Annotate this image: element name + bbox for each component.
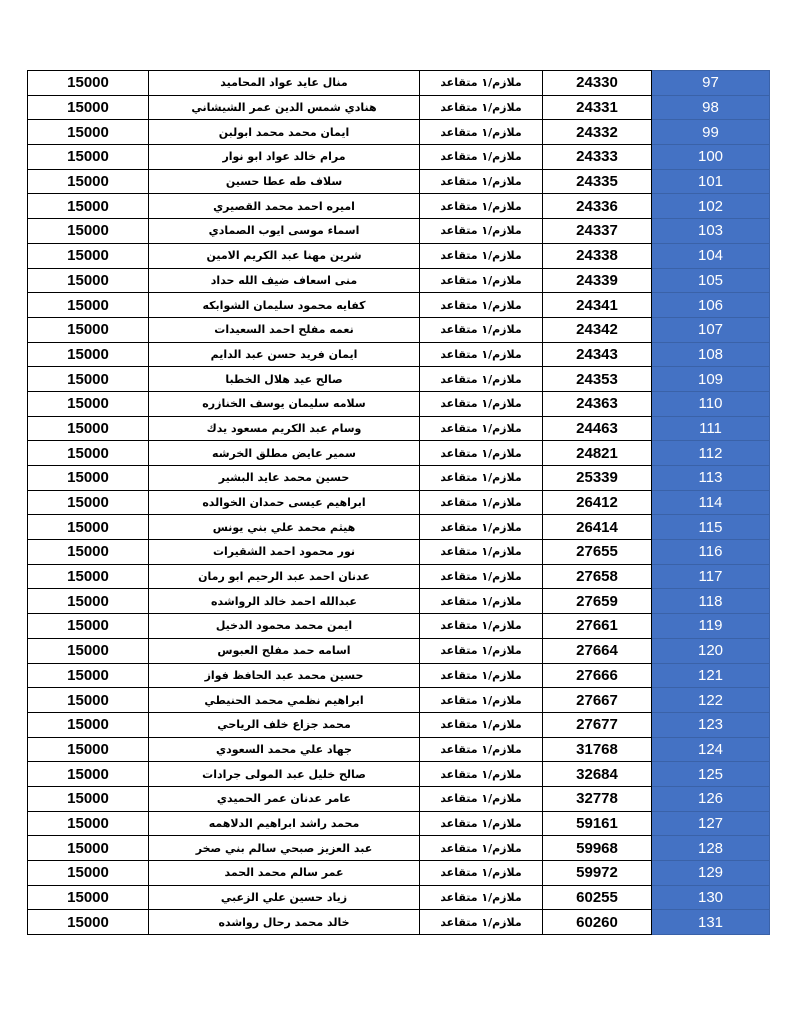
sequence-number-cell: 99: [652, 120, 770, 145]
sequence-number-cell: 122: [652, 688, 770, 713]
sequence-number-cell: 131: [652, 910, 770, 935]
id-number-cell: 60260: [543, 910, 652, 935]
sequence-number-cell: 130: [652, 885, 770, 910]
name-cell: عبد العزيز صبحي سالم بني صخر: [149, 836, 420, 861]
name-cell: نور محمود احمد الشقيرات: [149, 540, 420, 565]
name-cell: زياد حسين علي الزعبي: [149, 885, 420, 910]
amount-cell: 15000: [28, 540, 149, 565]
table-row: [28, 540, 770, 565]
name-cell: صالح عيد هلال الخطبا: [149, 367, 420, 392]
rank-cell: ملازم/١ متقاعد: [420, 342, 543, 367]
id-number-cell: 24331: [543, 95, 652, 120]
table-row: [28, 145, 770, 170]
table-row: [28, 194, 770, 219]
rank-cell: ملازم/١ متقاعد: [420, 145, 543, 170]
sequence-number-cell: 120: [652, 638, 770, 663]
amount-cell: 15000: [28, 243, 149, 268]
sequence-number-cell: 112: [652, 441, 770, 466]
id-number-cell: 26412: [543, 490, 652, 515]
table-row: [28, 663, 770, 688]
amount-cell: 15000: [28, 688, 149, 713]
sequence-number-cell: 105: [652, 268, 770, 293]
id-number-cell: 26414: [543, 515, 652, 540]
sequence-number-cell: 113: [652, 466, 770, 491]
name-cell: كفايه محمود سليمان الشوابكه: [149, 293, 420, 318]
sequence-number-cell: 129: [652, 861, 770, 886]
name-cell: سمير عايض مطلق الخرشه: [149, 441, 420, 466]
table-row: [28, 861, 770, 886]
table-row: [28, 367, 770, 392]
sequence-number-cell: 126: [652, 786, 770, 811]
id-number-cell: 24821: [543, 441, 652, 466]
rank-cell: ملازم/١ متقاعد: [420, 910, 543, 935]
id-number-cell: 25339: [543, 466, 652, 491]
id-number-cell: 24333: [543, 145, 652, 170]
amount-cell: 15000: [28, 169, 149, 194]
table-row: [28, 243, 770, 268]
amount-cell: 15000: [28, 317, 149, 342]
sequence-number-cell: 123: [652, 712, 770, 737]
sequence-number-cell: 110: [652, 391, 770, 416]
name-cell: ايمان محمد محمد ابولبن: [149, 120, 420, 145]
id-number-cell: 59968: [543, 836, 652, 861]
table-row: [28, 614, 770, 639]
name-cell: صالح خليل عبد المولى جرادات: [149, 762, 420, 787]
rank-cell: ملازم/١ متقاعد: [420, 663, 543, 688]
table-row: [28, 169, 770, 194]
rank-cell: ملازم/١ متقاعد: [420, 786, 543, 811]
rank-cell: ملازم/١ متقاعد: [420, 367, 543, 392]
name-cell: جهاد علي محمد السعودي: [149, 737, 420, 762]
table-row: [28, 317, 770, 342]
name-cell: هنادي شمس الدين عمر الشيشاني: [149, 95, 420, 120]
name-cell: نعمه مفلح احمد السعيدات: [149, 317, 420, 342]
table-row: [28, 416, 770, 441]
name-cell: عمر سالم محمد الحمد: [149, 861, 420, 886]
name-cell: مرام خالد عواد ابو نوار: [149, 145, 420, 170]
table-row: [28, 120, 770, 145]
id-number-cell: 59161: [543, 811, 652, 836]
amount-cell: 15000: [28, 71, 149, 96]
id-number-cell: 24336: [543, 194, 652, 219]
id-number-cell: 27666: [543, 663, 652, 688]
amount-cell: 15000: [28, 663, 149, 688]
rank-cell: ملازم/١ متقاعد: [420, 589, 543, 614]
rank-cell: ملازم/١ متقاعد: [420, 515, 543, 540]
rank-cell: ملازم/١ متقاعد: [420, 564, 543, 589]
name-cell: محمد راشد ابراهيم الدلاهمه: [149, 811, 420, 836]
name-cell: منى اسعاف ضيف الله حداد: [149, 268, 420, 293]
id-number-cell: 24363: [543, 391, 652, 416]
rank-cell: ملازم/١ متقاعد: [420, 638, 543, 663]
rank-cell: ملازم/١ متقاعد: [420, 885, 543, 910]
rank-cell: ملازم/١ متقاعد: [420, 416, 543, 441]
name-cell: هيثم محمد علي بني يونس: [149, 515, 420, 540]
sequence-number-cell: 124: [652, 737, 770, 762]
id-number-cell: 24341: [543, 293, 652, 318]
rank-cell: ملازم/١ متقاعد: [420, 120, 543, 145]
rank-cell: ملازم/١ متقاعد: [420, 490, 543, 515]
rank-cell: ملازم/١ متقاعد: [420, 811, 543, 836]
amount-cell: 15000: [28, 712, 149, 737]
name-cell: وسام عبد الكريم مسعود يدك: [149, 416, 420, 441]
sequence-number-cell: 98: [652, 95, 770, 120]
id-number-cell: 24463: [543, 416, 652, 441]
table-row: [28, 688, 770, 713]
name-cell: سلامه سليمان يوسف الخنازره: [149, 391, 420, 416]
sequence-number-cell: 128: [652, 836, 770, 861]
amount-cell: 15000: [28, 811, 149, 836]
table-row: [28, 836, 770, 861]
id-number-cell: 31768: [543, 737, 652, 762]
amount-cell: 15000: [28, 614, 149, 639]
table-row: [28, 293, 770, 318]
amount-cell: 15000: [28, 737, 149, 762]
sequence-number-cell: 107: [652, 317, 770, 342]
table-row: [28, 638, 770, 663]
rank-cell: ملازم/١ متقاعد: [420, 441, 543, 466]
sequence-number-cell: 127: [652, 811, 770, 836]
table-row: [28, 885, 770, 910]
table-row: [28, 811, 770, 836]
id-number-cell: 27655: [543, 540, 652, 565]
retirees-table-body: [28, 71, 770, 935]
sequence-number-cell: 109: [652, 367, 770, 392]
name-cell: اميره احمد محمد القصيري: [149, 194, 420, 219]
sequence-number-cell: 103: [652, 219, 770, 244]
table-row: [28, 95, 770, 120]
id-number-cell: 24332: [543, 120, 652, 145]
sequence-number-cell: 104: [652, 243, 770, 268]
amount-cell: 15000: [28, 762, 149, 787]
sequence-number-cell: 115: [652, 515, 770, 540]
id-number-cell: 27667: [543, 688, 652, 713]
name-cell: عامر عدنان عمر الحميدي: [149, 786, 420, 811]
rank-cell: ملازم/١ متقاعد: [420, 71, 543, 96]
id-number-cell: 24342: [543, 317, 652, 342]
name-cell: عدنان احمد عبد الرحيم ابو رمان: [149, 564, 420, 589]
name-cell: ابراهيم عيسى حمدان الخوالده: [149, 490, 420, 515]
name-cell: ايمن محمد محمود الدخيل: [149, 614, 420, 639]
table-row: [28, 490, 770, 515]
sequence-number-cell: 106: [652, 293, 770, 318]
sequence-number-cell: 116: [652, 540, 770, 565]
amount-cell: 15000: [28, 786, 149, 811]
sequence-number-cell: 121: [652, 663, 770, 688]
amount-cell: 15000: [28, 885, 149, 910]
amount-cell: 15000: [28, 342, 149, 367]
sequence-number-cell: 108: [652, 342, 770, 367]
table-row: [28, 391, 770, 416]
amount-cell: 15000: [28, 490, 149, 515]
id-number-cell: 24343: [543, 342, 652, 367]
rank-cell: ملازم/١ متقاعد: [420, 614, 543, 639]
sequence-number-cell: 100: [652, 145, 770, 170]
id-number-cell: 60255: [543, 885, 652, 910]
id-number-cell: 59972: [543, 861, 652, 886]
amount-cell: 15000: [28, 861, 149, 886]
rank-cell: ملازم/١ متقاعد: [420, 219, 543, 244]
rank-cell: ملازم/١ متقاعد: [420, 688, 543, 713]
amount-cell: 15000: [28, 95, 149, 120]
rank-cell: ملازم/١ متقاعد: [420, 861, 543, 886]
table-row: [28, 71, 770, 96]
sequence-number-cell: 125: [652, 762, 770, 787]
id-number-cell: 24335: [543, 169, 652, 194]
sequence-number-cell: 117: [652, 564, 770, 589]
table-row: [28, 342, 770, 367]
id-number-cell: 27658: [543, 564, 652, 589]
retirees-table: [27, 70, 770, 935]
amount-cell: 15000: [28, 120, 149, 145]
amount-cell: 15000: [28, 268, 149, 293]
rank-cell: ملازم/١ متقاعد: [420, 243, 543, 268]
name-cell: اسامه حمد مفلح العبوس: [149, 638, 420, 663]
rank-cell: ملازم/١ متقاعد: [420, 712, 543, 737]
name-cell: اسماء موسى ايوب الصمادي: [149, 219, 420, 244]
sequence-number-cell: 114: [652, 490, 770, 515]
amount-cell: 15000: [28, 910, 149, 935]
id-number-cell: 24337: [543, 219, 652, 244]
name-cell: محمد جزاع خلف الرياحي: [149, 712, 420, 737]
amount-cell: 15000: [28, 293, 149, 318]
table-row: [28, 219, 770, 244]
table-row: [28, 268, 770, 293]
id-number-cell: 27659: [543, 589, 652, 614]
sequence-number-cell: 97: [652, 71, 770, 96]
rank-cell: ملازم/١ متقاعد: [420, 391, 543, 416]
rank-cell: ملازم/١ متقاعد: [420, 268, 543, 293]
amount-cell: 15000: [28, 441, 149, 466]
id-number-cell: 24330: [543, 71, 652, 96]
id-number-cell: 24338: [543, 243, 652, 268]
table-row: [28, 762, 770, 787]
name-cell: حسين محمد عايد البشير: [149, 466, 420, 491]
rank-cell: ملازم/١ متقاعد: [420, 540, 543, 565]
sequence-number-cell: 119: [652, 614, 770, 639]
rank-cell: ملازم/١ متقاعد: [420, 836, 543, 861]
name-cell: حسين محمد عبد الحافظ فواز: [149, 663, 420, 688]
amount-cell: 15000: [28, 564, 149, 589]
amount-cell: 15000: [28, 391, 149, 416]
id-number-cell: 27661: [543, 614, 652, 639]
id-number-cell: 27677: [543, 712, 652, 737]
name-cell: سلاف طه عطا حسين: [149, 169, 420, 194]
id-number-cell: 27664: [543, 638, 652, 663]
id-number-cell: 24339: [543, 268, 652, 293]
table-row: [28, 564, 770, 589]
rank-cell: ملازم/١ متقاعد: [420, 317, 543, 342]
name-cell: ايمان فريد حسن عبد الدايم: [149, 342, 420, 367]
sequence-number-cell: 118: [652, 589, 770, 614]
table-row: [28, 786, 770, 811]
name-cell: ابراهيم نظمي محمد الحنيطي: [149, 688, 420, 713]
sequence-number-cell: 111: [652, 416, 770, 441]
table-row: [28, 466, 770, 491]
rank-cell: ملازم/١ متقاعد: [420, 737, 543, 762]
name-cell: خالد محمد رحال رواشده: [149, 910, 420, 935]
id-number-cell: 32684: [543, 762, 652, 787]
table-row: [28, 910, 770, 935]
id-number-cell: 32778: [543, 786, 652, 811]
amount-cell: 15000: [28, 466, 149, 491]
rank-cell: ملازم/١ متقاعد: [420, 762, 543, 787]
rank-cell: ملازم/١ متقاعد: [420, 194, 543, 219]
table-row: [28, 712, 770, 737]
amount-cell: 15000: [28, 515, 149, 540]
amount-cell: 15000: [28, 367, 149, 392]
amount-cell: 15000: [28, 219, 149, 244]
rank-cell: ملازم/١ متقاعد: [420, 293, 543, 318]
name-cell: عبدالله احمد خالد الرواشده: [149, 589, 420, 614]
sequence-number-cell: 101: [652, 169, 770, 194]
sequence-number-cell: 102: [652, 194, 770, 219]
rank-cell: ملازم/١ متقاعد: [420, 169, 543, 194]
name-cell: شرين مهنا عبد الكريم الامين: [149, 243, 420, 268]
amount-cell: 15000: [28, 836, 149, 861]
amount-cell: 15000: [28, 589, 149, 614]
amount-cell: 15000: [28, 145, 149, 170]
amount-cell: 15000: [28, 638, 149, 663]
table-row: [28, 589, 770, 614]
table-row: [28, 515, 770, 540]
amount-cell: 15000: [28, 416, 149, 441]
rank-cell: ملازم/١ متقاعد: [420, 466, 543, 491]
table-row: [28, 441, 770, 466]
amount-cell: 15000: [28, 194, 149, 219]
rank-cell: ملازم/١ متقاعد: [420, 95, 543, 120]
table-row: [28, 737, 770, 762]
name-cell: منال عايد عواد المحاميد: [149, 71, 420, 96]
id-number-cell: 24353: [543, 367, 652, 392]
